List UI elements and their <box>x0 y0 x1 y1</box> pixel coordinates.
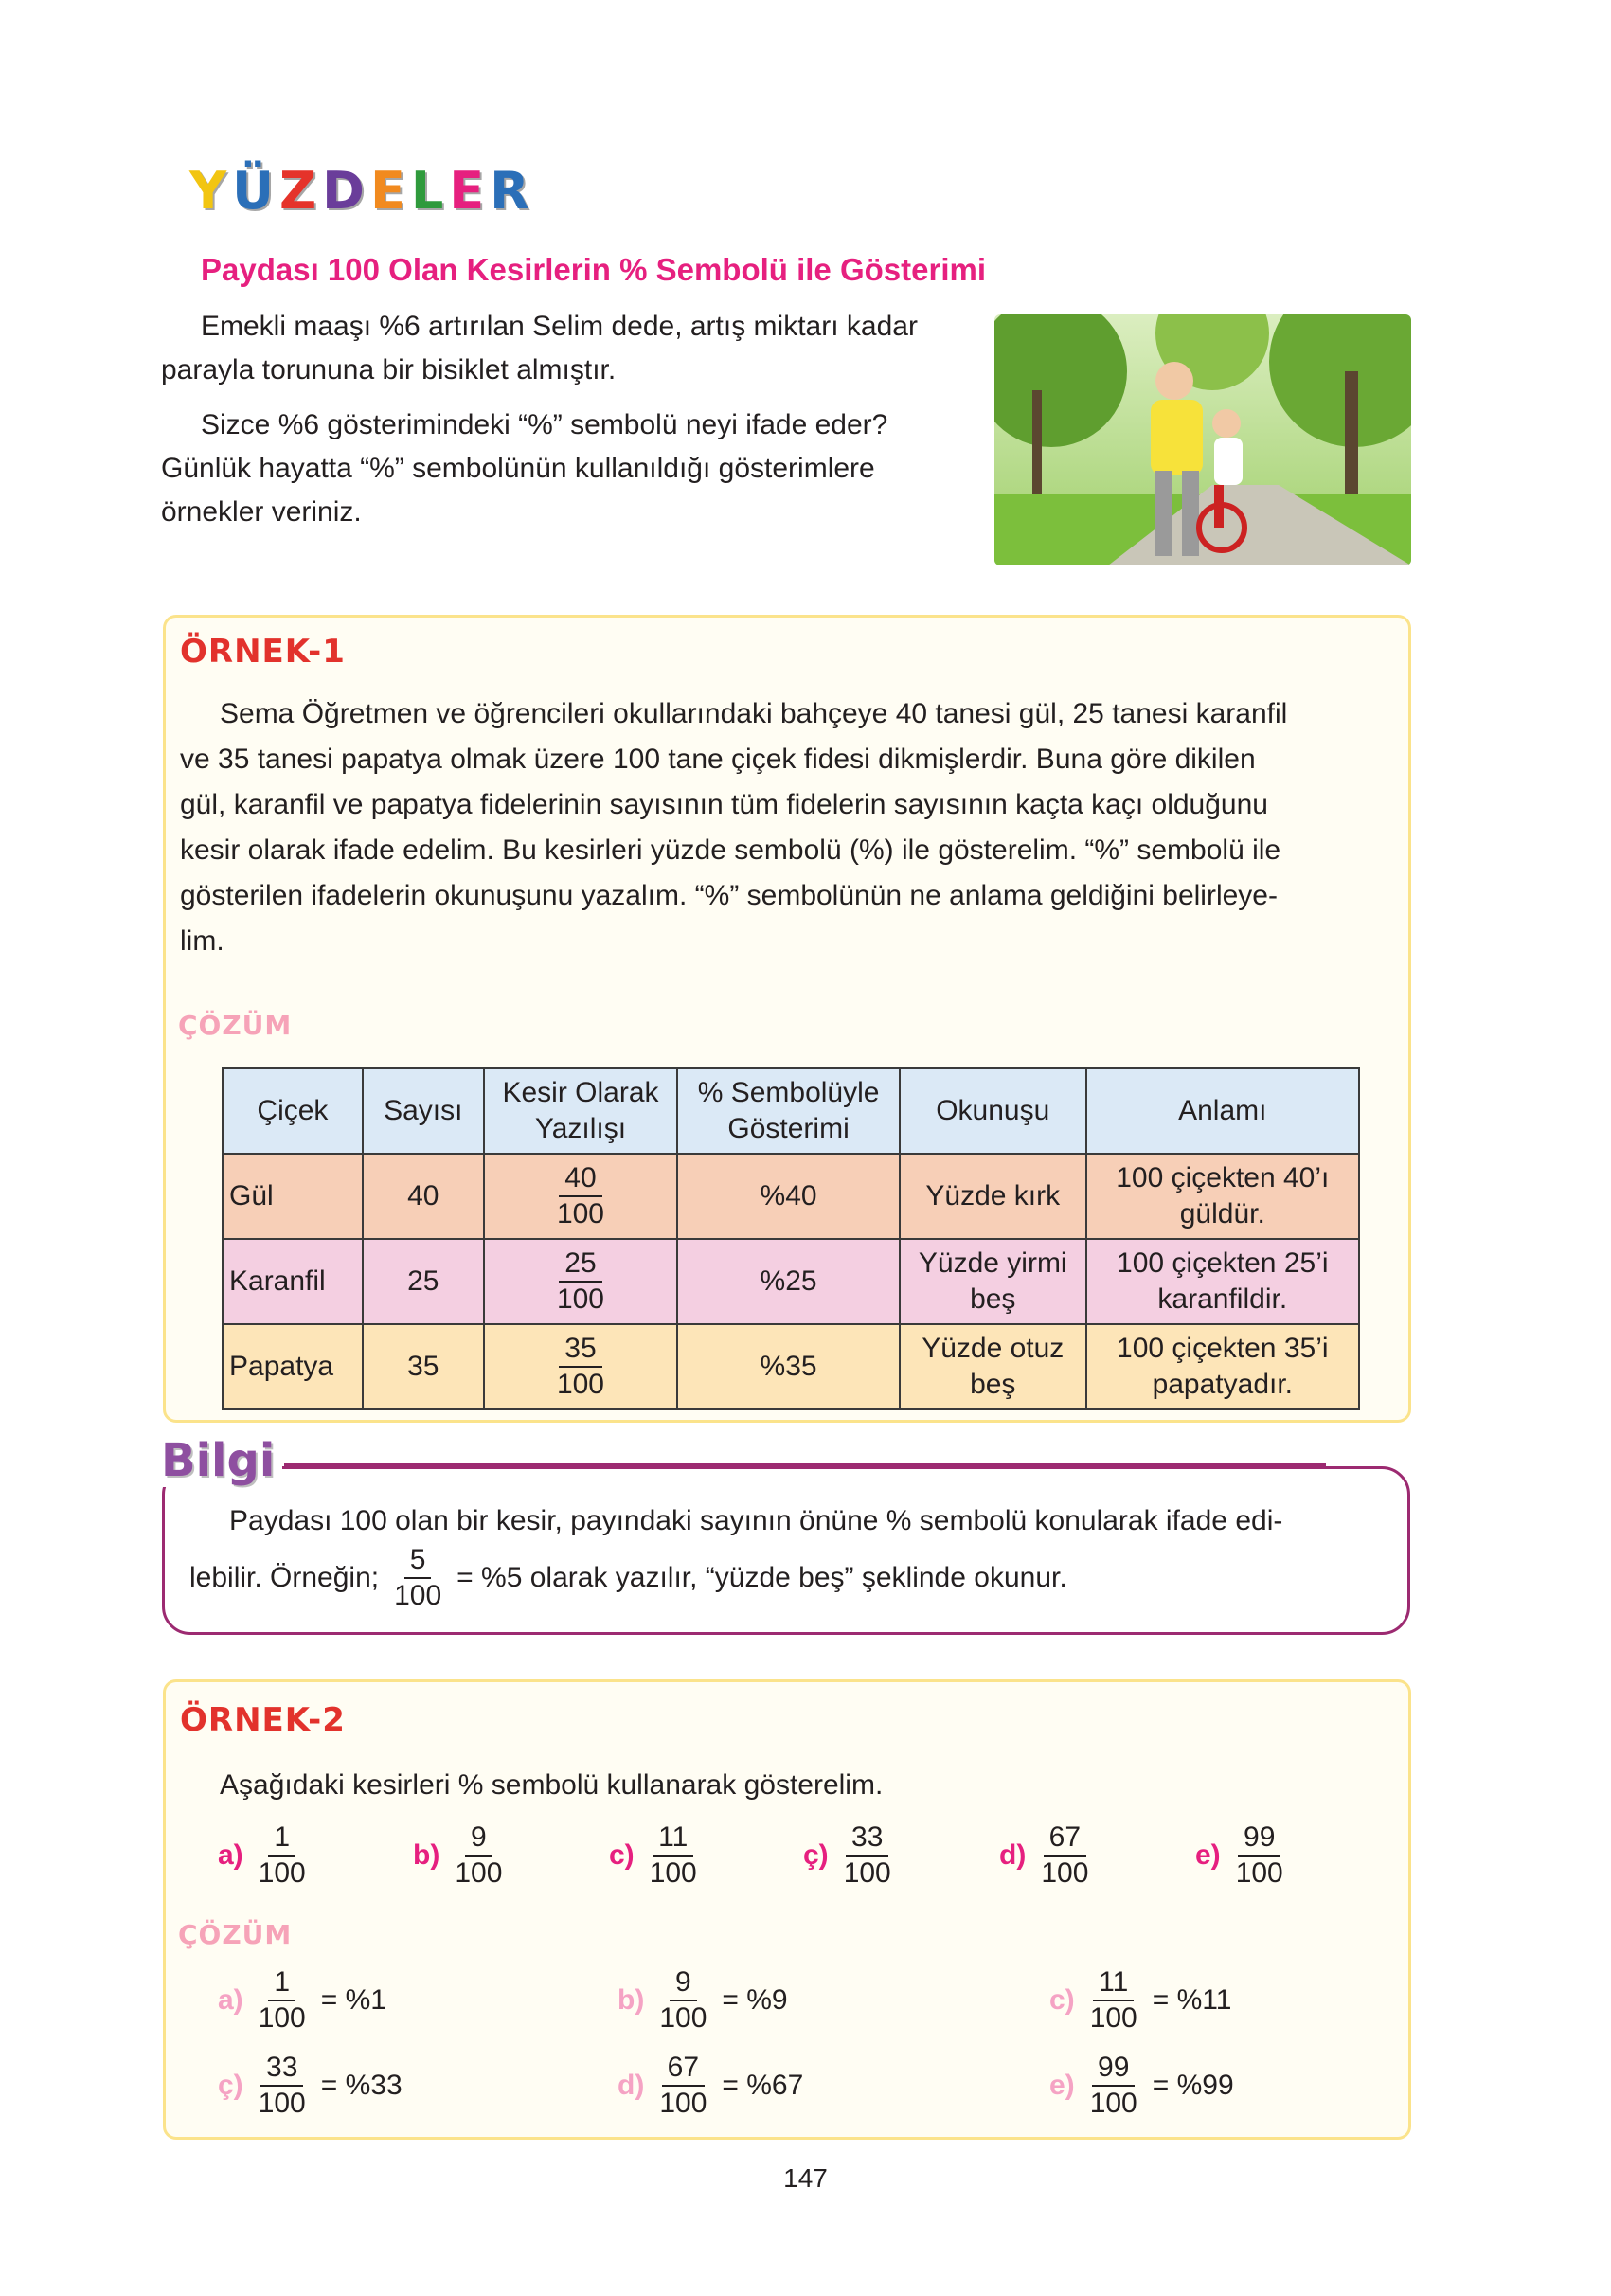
flower-cell: Papatya <box>223 1324 363 1409</box>
header-cell: % Sembolüyle Gösterimi <box>677 1068 900 1154</box>
numerator: 67 <box>1044 1823 1086 1857</box>
numerator: 33 <box>260 2054 303 2087</box>
intro-line: Emekli maaşı %6 artırılan Selim dede, artış miktarı kadar <box>201 311 918 342</box>
grandfather-bicycle-photo <box>994 314 1411 565</box>
numerator: 67 <box>662 2054 705 2087</box>
answer-result: = %1 <box>320 1984 386 2016</box>
flower-cell: Gül <box>223 1154 363 1239</box>
intro-paragraph-2 <box>161 404 985 534</box>
title-letter: Ü <box>232 161 276 221</box>
title-letter: R <box>490 161 531 221</box>
example-1-label: ÖRNEK-1 <box>180 633 346 671</box>
question-a <box>218 1823 312 1888</box>
fraction <box>838 1823 897 1888</box>
fraction <box>1035 1823 1094 1888</box>
intro-line: Sizce %6 gösterimindeki “%” sembolü neyi ifade eder? <box>201 409 888 440</box>
answer-letter: d) <box>618 2070 645 2101</box>
meaning-cell: 100 çiçekten 25’i karanfildir. <box>1086 1239 1359 1324</box>
question-e <box>1195 1823 1289 1888</box>
denominator: 100 <box>258 2088 306 2119</box>
answer-b <box>618 1968 788 2033</box>
answer-letter: a) <box>218 1984 243 2016</box>
table-row <box>223 1324 1359 1409</box>
numerator: 99 <box>1238 1823 1280 1857</box>
question-letter: ç) <box>803 1839 829 1871</box>
answer-result: = %9 <box>722 1984 788 2016</box>
info-line: Paydası 100 olan bir kesir, payındaki sayının önüne % sembolü konularak ifade edi- <box>229 1505 1283 1536</box>
intro-line: Günlük hayatta “%” sembolünün kullanıldığı gösterimlere <box>161 453 875 484</box>
percent-cell: %35 <box>677 1324 900 1409</box>
meaning-cell: 100 çiçekten 35’i papatyadır. <box>1086 1324 1359 1409</box>
example-2-solution-label: ÇÖZÜM <box>178 1919 293 1950</box>
example-1-line: Sema Öğretmen ve öğrencileri okullarındaki bahçeye 40 tanesi gül, 25 tanesi karanfil <box>220 698 1288 729</box>
answer-result: = %67 <box>722 2070 804 2101</box>
reading-cell: Yüzde yirmi beş <box>900 1239 1086 1324</box>
fraction-cell <box>484 1239 678 1324</box>
denominator: 100 <box>1235 1857 1283 1889</box>
numerator: 11 <box>653 1823 693 1857</box>
fraction <box>1084 2054 1143 2118</box>
example-2-prompt: Aşağıdaki kesirleri % sembolü kullanarak gösterelim. <box>220 1769 884 1801</box>
question-c-cedilla <box>803 1823 897 1888</box>
fraction <box>253 1968 312 2033</box>
title-letter: D <box>322 161 367 221</box>
example-1-line: lim. <box>180 925 224 957</box>
denominator: 100 <box>843 1857 891 1889</box>
denominator: 100 <box>258 1857 306 1889</box>
count-cell: 25 <box>363 1239 484 1324</box>
fraction <box>644 1823 703 1888</box>
question-letter: c) <box>609 1839 635 1871</box>
example-1-line: kesir olarak ifade edelim. Bu kesirleri yüzde sembolü (%) ile gösterelim. “%” sembolü ile <box>180 834 1281 866</box>
denominator: 100 <box>556 1198 604 1229</box>
intro-line: parayla torununa bir bisiklet almıştır. <box>161 354 617 386</box>
percent-cell: %25 <box>677 1239 900 1324</box>
info-title-rule <box>284 1463 1326 1466</box>
header-cell: Okunuşu <box>900 1068 1086 1154</box>
header-cell: Sayısı <box>363 1068 484 1154</box>
example-1-line: ve 35 tanesi papatya olmak üzere 100 tane çiçek fidesi dikmişlerdir. Buna göre dikilen <box>180 744 1256 775</box>
numerator: 9 <box>670 1968 697 2001</box>
title-letter: E <box>369 161 407 221</box>
numerator: 5 <box>404 1546 432 1579</box>
answer-letter: ç) <box>218 2070 243 2101</box>
page-number: 147 <box>783 2163 828 2193</box>
example-1-text <box>180 691 1385 964</box>
fraction <box>1084 1968 1143 2033</box>
reading-cell: Yüzde kırk <box>900 1154 1086 1239</box>
question-letter: d) <box>999 1839 1027 1871</box>
answer-letter: c) <box>1049 1984 1075 2016</box>
example-1-line: gül, karanfil ve papatya fidelerinin sayısının tüm fidelerin sayısının kaçta kaçı olduğunu <box>180 789 1268 820</box>
fraction-cell <box>484 1324 678 1409</box>
denominator: 100 <box>1041 1857 1089 1889</box>
header-cell: Kesir Olarak Yazılışı <box>484 1068 678 1154</box>
numerator: 1 <box>268 1823 295 1857</box>
header-cell: Çiçek <box>223 1068 363 1154</box>
intro-paragraph-1 <box>161 305 985 392</box>
flower-table <box>222 1067 1360 1410</box>
answer-d <box>618 2054 803 2118</box>
question-b <box>413 1823 508 1888</box>
example-1-line: gösterilen ifadelerin okunuşunu yazalım. “%” sembolünün ne anlama geldiğini belirleye- <box>180 880 1278 911</box>
numerator: 35 <box>559 1335 601 1368</box>
fraction <box>253 2054 312 2118</box>
info-line-2 <box>189 1546 1383 1610</box>
numerator: 99 <box>1092 2054 1135 2087</box>
table-header-row <box>223 1068 1359 1154</box>
meaning-cell: 100 çiçekten 40’ı güldür. <box>1086 1154 1359 1239</box>
fraction <box>388 1546 447 1610</box>
numerator: 9 <box>465 1823 492 1857</box>
answer-result: = %99 <box>1152 2070 1234 2101</box>
example-1-solution-label: ÇÖZÜM <box>178 1010 293 1041</box>
numerator: 40 <box>559 1164 601 1197</box>
example-2-label: ÖRNEK-2 <box>180 1701 346 1739</box>
answer-c <box>1049 1968 1231 2033</box>
denominator: 100 <box>258 2002 306 2034</box>
fraction <box>653 1968 712 2033</box>
fraction <box>653 2054 712 2118</box>
answer-result: = %33 <box>320 2070 403 2101</box>
denominator: 100 <box>659 2088 707 2119</box>
answer-result: = %11 <box>1152 1984 1232 2016</box>
answer-e <box>1049 2054 1234 2118</box>
count-cell: 40 <box>363 1154 484 1239</box>
fraction <box>1230 1823 1289 1888</box>
denominator: 100 <box>649 1857 697 1889</box>
denominator: 100 <box>659 2002 707 2034</box>
fraction <box>551 1249 610 1314</box>
numerator: 11 <box>1093 1968 1134 2001</box>
reading-cell: Yüzde otuz beş <box>900 1324 1086 1409</box>
info-text <box>189 1497 1383 1610</box>
question-letter: e) <box>1195 1839 1221 1871</box>
fraction <box>551 1164 610 1229</box>
table-row <box>223 1239 1359 1324</box>
denominator: 100 <box>556 1369 604 1400</box>
answer-letter: b) <box>618 1984 645 2016</box>
question-letter: a) <box>218 1839 243 1871</box>
info-line-2-pre: lebilir. Örneğin; <box>189 1562 380 1593</box>
info-label: Bilgi <box>161 1434 282 1487</box>
percent-cell: %40 <box>677 1154 900 1239</box>
page-title <box>189 163 531 220</box>
info-line-2-post: = %5 olarak yazılır, “yüzde beş” şeklinde okunur. <box>456 1562 1067 1593</box>
numerator: 33 <box>846 1823 888 1857</box>
count-cell: 35 <box>363 1324 484 1409</box>
fraction <box>449 1823 508 1888</box>
title-letter: Z <box>278 161 319 221</box>
answer-c-cedilla <box>218 2054 403 2118</box>
title-letter: L <box>410 161 446 221</box>
title-letter: E <box>449 161 487 221</box>
question-letter: b) <box>413 1839 440 1871</box>
header-cell: Anlamı <box>1086 1068 1359 1154</box>
denominator: 100 <box>1089 2002 1137 2034</box>
denominator: 100 <box>455 1857 503 1889</box>
fraction <box>253 1823 312 1888</box>
denominator: 100 <box>1089 2088 1137 2119</box>
flower-cell: Karanfil <box>223 1239 363 1324</box>
title-letter: Y <box>189 161 229 221</box>
fraction <box>551 1335 610 1399</box>
numerator: 1 <box>268 1968 295 2001</box>
denominator: 100 <box>394 1580 442 1611</box>
fraction-cell <box>484 1154 678 1239</box>
question-c <box>609 1823 703 1888</box>
answer-letter: e) <box>1049 2070 1075 2101</box>
section-subtitle: Paydası 100 Olan Kesirlerin % Sembolü ile Gösterimi <box>201 252 986 287</box>
answer-a <box>218 1968 386 2033</box>
denominator: 100 <box>556 1283 604 1315</box>
intro-line: örnekler veriniz. <box>161 496 362 528</box>
table-row <box>223 1154 1359 1239</box>
question-d <box>999 1823 1094 1888</box>
numerator: 25 <box>559 1249 601 1283</box>
